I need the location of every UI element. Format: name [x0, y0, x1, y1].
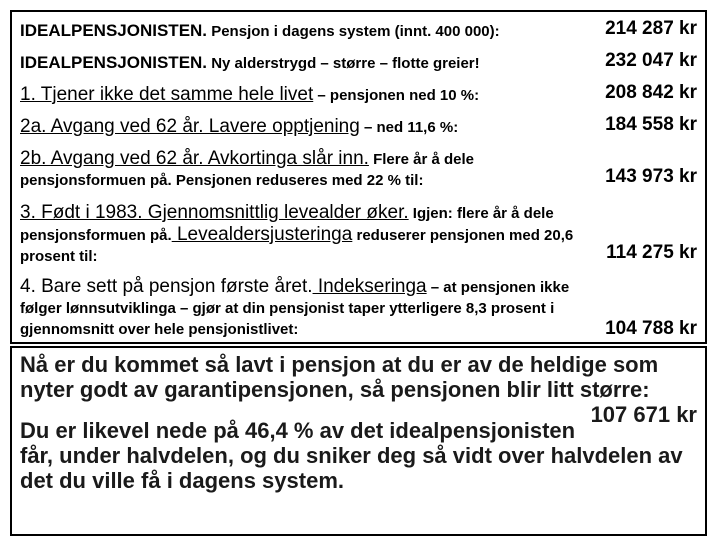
row-amount: 232 047 kr	[605, 50, 697, 71]
row-detail: Igjen: flere år å dele pensjonsformuen på.	[20, 205, 554, 244]
row-heading: IDEALPENSJONISTEN.	[20, 21, 208, 40]
row-detail: Flere år å dele pensjonsformuen på. Pensjonen reduseres med 22 % til:	[20, 151, 474, 189]
row-detail: – pensjonen ned 10 %:	[313, 87, 480, 104]
row-detail: – ned 11,6 %:	[359, 119, 459, 136]
row-detail: Ny alderstrygd – større – flotte greier!	[207, 55, 480, 72]
row-heading: 3. Født i 1983. Gjennomsnittlig levealder øker.	[20, 202, 409, 223]
row-description	[20, 148, 596, 191]
row-description	[20, 52, 596, 74]
paragraph-amount: 107 671 kr	[590, 402, 697, 427]
row-keyword: Levealdersjusteringa	[171, 224, 353, 245]
row-heading: 1. Tjener ikke det samme hele livet	[20, 84, 314, 105]
pension-table	[10, 10, 707, 344]
row-heading: IDEALPENSJONISTEN.	[20, 53, 208, 72]
row-detail: reduserer pensjonen med 20,6 prosent til:	[20, 227, 574, 265]
row-amount: 143 973 kr	[605, 166, 697, 187]
row-heading: 2b. Avgang ved 62 år. Avkortinga slår inn.	[20, 148, 369, 169]
row-description	[20, 202, 596, 267]
row-detail: Pensjon i dagens system (innt. 400 000):	[207, 23, 500, 40]
row-description	[20, 276, 596, 340]
row-amount: 184 558 kr	[605, 114, 697, 135]
row-detail: – at pensjonen ikke følger lønnsutviklinga – gjør at din pensjonist taper ytterligere 8,3 prosent i gjennomsnitt over hele pensjonistlivet:	[20, 279, 570, 338]
row-amount: 104 788 kr	[605, 318, 697, 339]
summary-paragraph: Du er likevel nede på 46,4 % av det idealpensjonisten får, under halvdelen, og du sniker deg så vidt over halvdelen av det du ville få i dagens system.	[20, 418, 683, 493]
row-description	[20, 116, 596, 138]
row-description	[20, 84, 596, 106]
row-amount: 114 275 kr	[606, 242, 697, 263]
paragraph-text: Nå er du kommet så lavt i pensjon at du er av de heldige som nyter godt av garantipensjonen, så pensjonen blir litt større:	[20, 352, 659, 402]
row-heading: 4. Bare sett på pensjon første året.	[20, 276, 313, 297]
row-amount: 208 842 kr	[605, 82, 697, 103]
row-keyword: Indekseringa	[312, 276, 427, 297]
row-heading: 2a. Avgang ved 62 år. Lavere opptjening	[20, 116, 360, 137]
row-amount: 214 287 kr	[605, 18, 697, 39]
row-description	[20, 20, 596, 42]
garantipensjon-paragraph	[20, 352, 697, 427]
conclusion-box	[10, 346, 707, 536]
